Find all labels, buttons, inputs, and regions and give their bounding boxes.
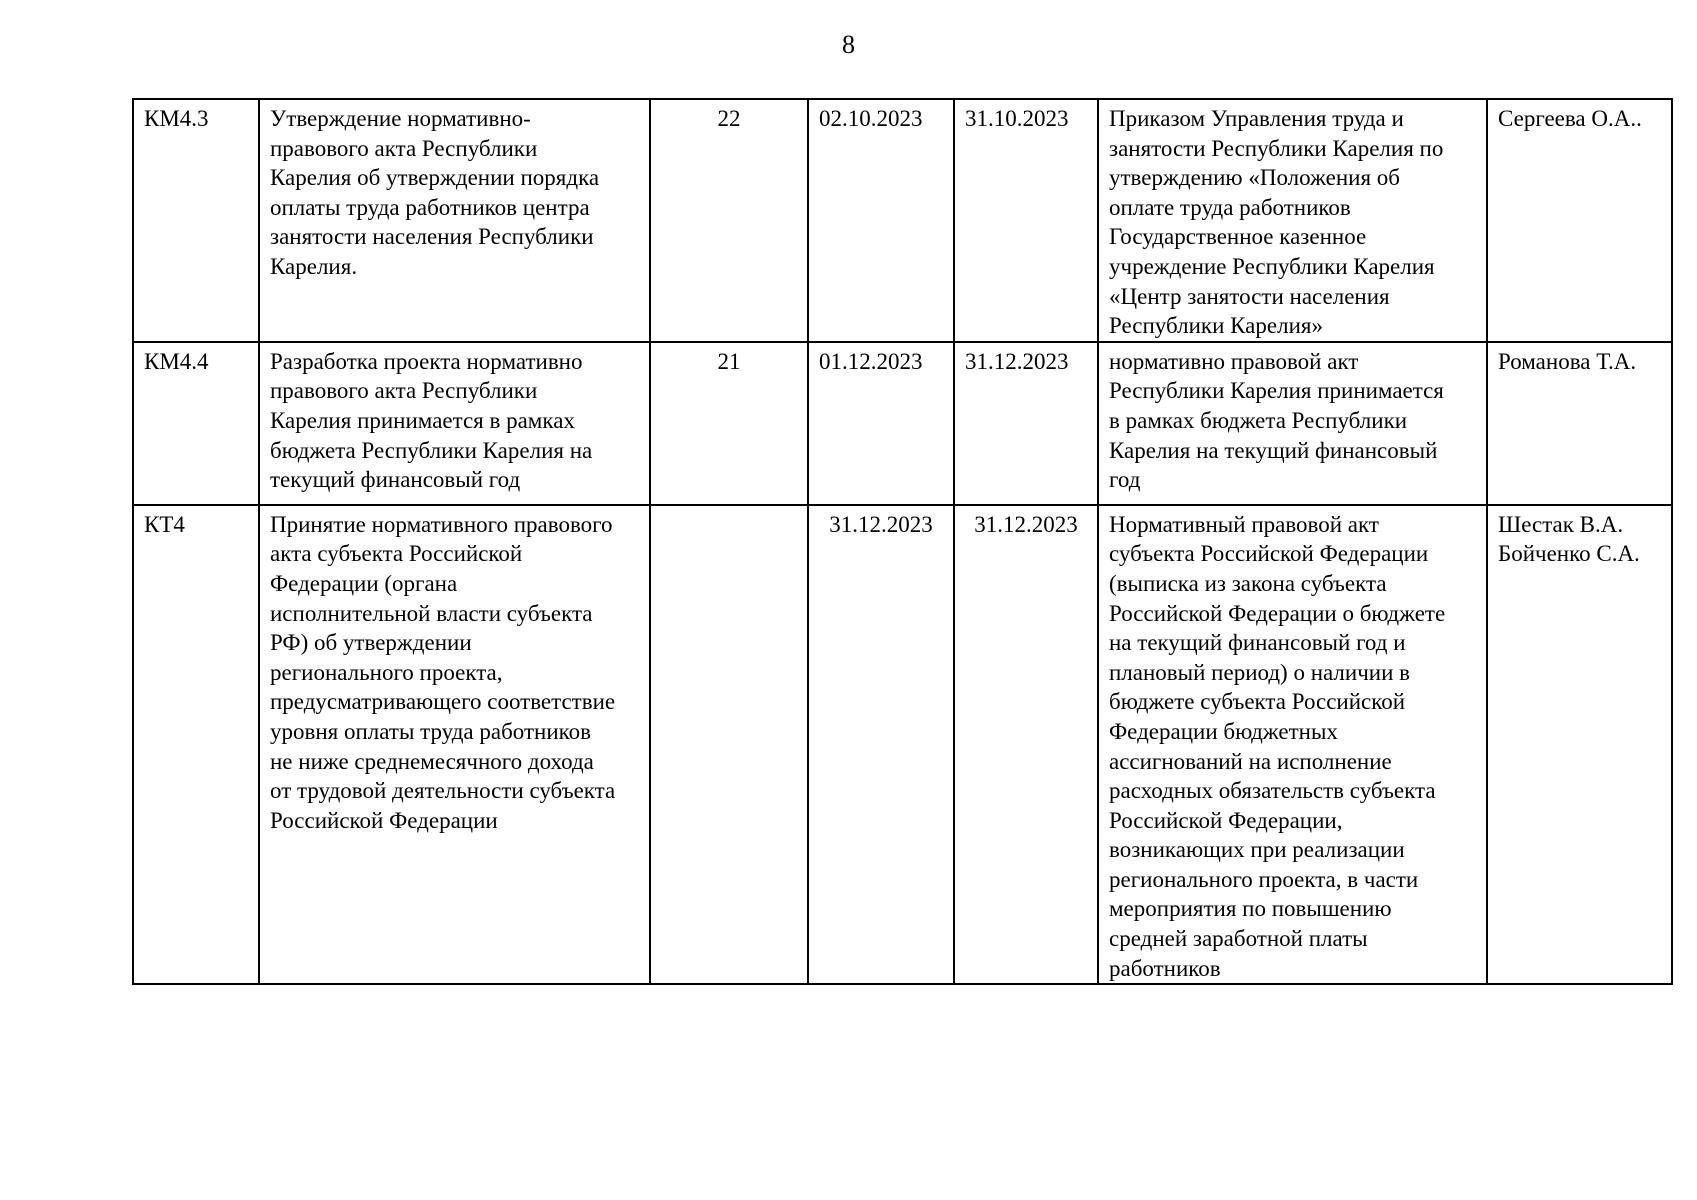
row-name: Утверждение нормативно- правового акта Республики Карелия об утверждении порядка оплаты труда работников центра занятости населения Республики Карелия. — [259, 99, 650, 342]
row-days: 21 — [650, 342, 808, 505]
row-end-date: 31.10.2023 — [954, 99, 1098, 342]
row-responsible: Сергеева О.А.. — [1487, 99, 1672, 342]
row-result: Нормативный правовой акт субъекта Российской Федерации (выписка из закона субъекта Российской Федерации о бюджете на текущий финансовый год и плановый период) о наличии в бюджете субъекта Российской Федерации бюджетных ассигнований на исполнение расходных обязательств субъекта Российской Федерации, возникающих при реализации регионального проекта, в части мероприятия по повышению средней заработной платы работников — [1098, 505, 1487, 985]
row-code: КТ4 — [133, 505, 259, 985]
table-row — [133, 505, 1672, 985]
row-days — [650, 505, 808, 985]
row-start-date: 02.10.2023 — [808, 99, 954, 342]
row-code: КМ4.4 — [133, 342, 259, 505]
row-end-date: 31.12.2023 — [954, 342, 1098, 505]
row-days: 22 — [650, 99, 808, 342]
row-result: Приказом Управления труда и занятости Республики Карелия по утверждению «Положения об оплате труда работников Государственное казенное учреждение Республики Карелия «Центр занятости населения Республики Карелия» — [1098, 99, 1487, 342]
row-code: КМ4.3 — [133, 99, 259, 342]
row-responsible: Романова Т.А. — [1487, 342, 1672, 505]
plan-table — [132, 98, 1673, 985]
row-start-date: 31.12.2023 — [808, 505, 954, 985]
row-responsible: Шестак В.А. Бойченко С.А. — [1487, 505, 1672, 985]
row-start-date: 01.12.2023 — [808, 342, 954, 505]
page-number: 8 — [842, 30, 855, 59]
table-row — [133, 342, 1672, 505]
row-result: нормативно правовой акт Республики Карелия принимается в рамках бюджета Республики Карелия на текущий финансовый год — [1098, 342, 1487, 505]
row-end-date: 31.12.2023 — [954, 505, 1098, 985]
row-name: Разработка проекта нормативно правового акта Республики Карелия принимается в рамках бюджета Республики Карелия на текущий финансовый год — [259, 342, 650, 505]
row-name: Принятие нормативного правового акта субъекта Российской Федерации (органа исполнительной власти субъекта РФ) об утверждении регионального проекта, предусматривающего соответствие уровня оплаты труда работников не ниже среднемесячного дохода от трудовой деятельности субъекта Российской Федерации — [259, 505, 650, 985]
table-row — [133, 99, 1672, 342]
